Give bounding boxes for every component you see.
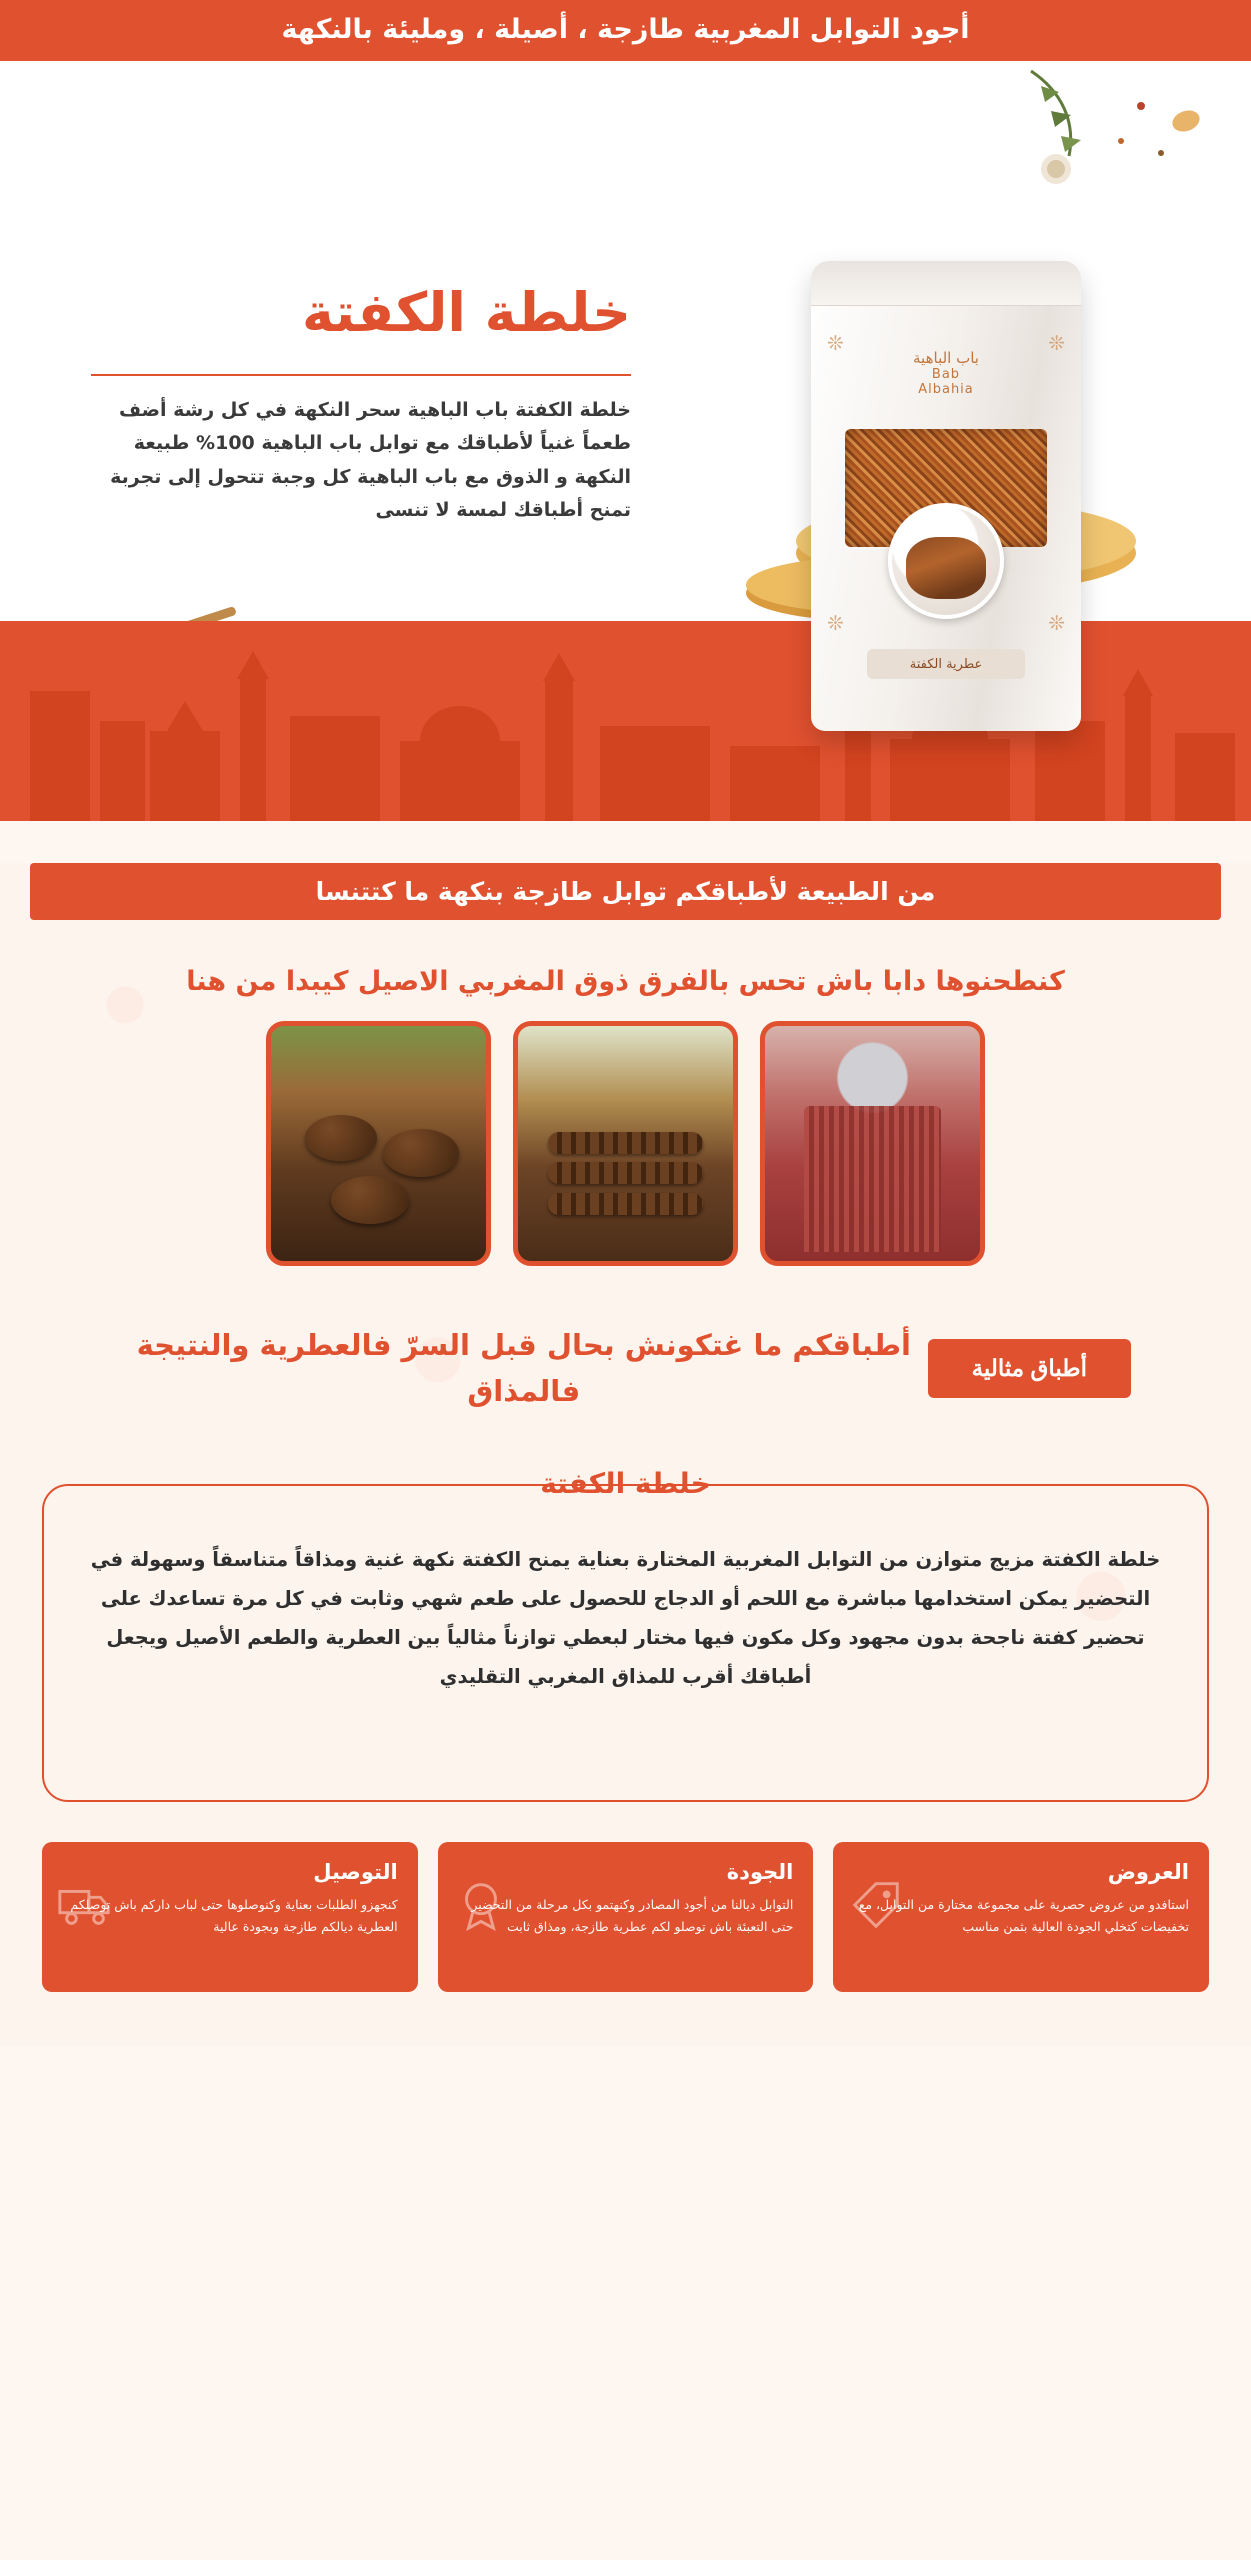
package-label: عطرية الكفتة — [867, 649, 1025, 679]
section-subheading: كنطحنوها دابا باش تحس بالفرق ذوق المغربي الاصيل كيبدا من هنا — [186, 966, 1065, 997]
feature-card-quality — [438, 1842, 814, 1992]
feature-card-text: التوابل ديالنا من أجود المصادر وكنهتمو بكل مرحلة من التحضير حتى التعبئة باش توصلو لكم عطرية طازجة، ومذاق ثابت — [471, 1896, 794, 1934]
gallery-item — [266, 1021, 491, 1266]
divider — [91, 374, 631, 376]
kebab-image — [548, 1132, 703, 1154]
top-banner: أجود التوابل المغربية طازجة ، أصيلة ، ومليئة بالنكهة — [0, 0, 1251, 61]
page-title: خلطة الكفتة — [302, 281, 631, 344]
ornament-icon: ❊ — [1048, 611, 1065, 635]
hero-section — [0, 61, 1251, 821]
patty-image — [305, 1115, 377, 1161]
patty-image — [331, 1176, 409, 1224]
feature-cards — [0, 1802, 1251, 2026]
ornament-icon: ❊ — [827, 611, 844, 635]
patty-image — [383, 1129, 459, 1177]
package-dish-image — [888, 503, 1004, 619]
description-body: خلطة الكفتة مزيج متوازن من التوابل المغربية المختارة بعناية يمنح الكفتة نكهة غنية ومذاقاً متناسقاً وسهولة في التحضير يمكن استخدامها مباشرة مع اللحم أو الدجاج للحصول على طعم شهي وثابت في كل مرة تساعدك على تحضير كفتة ناجحة بدون مجهود وكل مكون فيها مختار لبعطي توازناً مثالياً بين العطرية والطعم الأصيل ويجعل أطباقك أقرب للمذاق المغربي التقليدي — [90, 1547, 1161, 1688]
brand-name-en: Bab — [931, 367, 961, 382]
feature-card-delivery — [42, 1842, 418, 1992]
feature-card-offers — [833, 1842, 1209, 1992]
description-title: خلطة الكفتة — [540, 1466, 711, 1500]
ideal-dishes-button[interactable]: أطباق مثالية — [928, 1339, 1131, 1398]
package-brand-logo — [811, 349, 1081, 397]
hero-text-block — [91, 281, 631, 527]
hero-description: خلطة الكفتة باب الباهية سحر النكهة في كل رشة أضف طعماً غنياً لأطباقك مع توابل باب الباهية 100% طبيعة النكهة و الذوق مع باب الباهية كل وجبة تتحول إلى تجربة تمنح أطباقك لمسة لا تنسى — [110, 399, 631, 521]
tagline-strip: من الطبيعة لأطباقكم توابل طازجة بنكهة ما كتتنسا — [30, 863, 1221, 920]
feature-card-text: استافدو من عروض حصرية على مجموعة مختارة من التوابل، مع تخفيضات كتخلي الجودة العالية بثمن مناسب — [858, 1896, 1189, 1934]
product-package — [801, 261, 1101, 781]
ornament-icon: ❊ — [1048, 331, 1065, 355]
ideal-dishes-text: أطباقكم ما غتكونش بحال قبل السرّ فالعطرية والنتيجة فالمذاق — [136, 1328, 911, 1409]
gallery-item — [760, 1021, 985, 1266]
gallery-item — [513, 1021, 738, 1266]
brand-name-ar: باب الباهية — [913, 349, 979, 367]
ideal-dishes-row — [0, 1266, 1251, 1425]
kebab-image — [548, 1193, 703, 1215]
ornament-icon: ❊ — [827, 331, 844, 355]
description-card — [42, 1484, 1209, 1802]
content-section — [0, 863, 1251, 2046]
kebab-image — [548, 1162, 703, 1184]
brand-name-sub: Albahia — [918, 382, 974, 397]
feature-card-text: كنجهزو الطلبات بعناية وكنوصلوها حتى لباب داركم باش توصلكم العطرية ديالكم طازجة وبجودة عالية — [70, 1896, 398, 1934]
feature-card-title: التوصيل — [313, 1859, 398, 1884]
minced-meat-image — [804, 1106, 942, 1252]
feature-card-title: العروض — [1107, 1859, 1189, 1884]
feature-card-title: الجودة — [726, 1859, 794, 1884]
herbs-decoration-icon — [1021, 61, 1251, 261]
image-gallery — [0, 1021, 1251, 1266]
